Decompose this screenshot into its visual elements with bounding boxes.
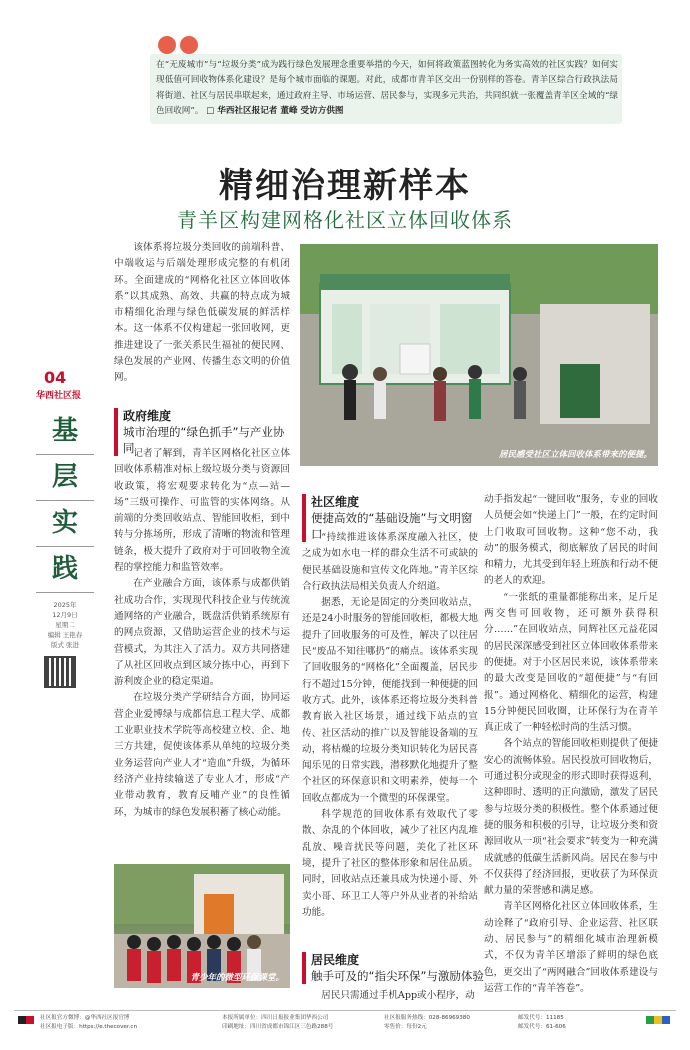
footer-col-2 [222, 1014, 372, 1032]
color-registration-mark [646, 1016, 654, 1024]
lead-paragraph: 该体系将垃圾分类回收的前端科普、中端收运与后端处理形成完整的有机闭环。全面建成的“网格化社区立体回收体系”以其成熟、高效、共赢的特点成为城市精细化治理与绿色低碳发展的鲜活样本。这一体系不仅构建起一张回收网，更推进建设了一张关系民生福祉的便民网、绿色发展的产业网、传播生态文明的价值网。 [114, 242, 290, 384]
section-char: 层 [36, 454, 94, 501]
footer-col-4 [518, 1014, 618, 1032]
color-registration-mark [654, 1016, 662, 1024]
section-title-main: 政府维度 [123, 409, 172, 423]
designer: 版式 张进 [50, 641, 80, 649]
section-title-sub: 便捷高效的“基础设施”与文明窗口 [311, 511, 473, 541]
footer-postal-code-2: 邮发代号：61-606 [518, 1024, 566, 1030]
recycling-station-illustration [300, 244, 658, 466]
section-title-main: 社区维度 [311, 495, 360, 509]
date-meta [36, 600, 94, 650]
footer-divider [14, 1010, 676, 1011]
paper-name: 华西社区报 [36, 391, 82, 401]
headline: 精细治理新样本 [219, 166, 471, 206]
intro-paragraph: 在“无废城市”与“垃圾分类”成为践行绿色发展理念重要举措的今天，如何将政策蓝图转化为务实高效的社区实践？如何实现低值可回收物体系化建设？是每个城市面临的课题。对此，成都市青羊区交出一份别样的答卷。青羊区综合行政执法局将街道、社区与居民串联起来，通过政府主导、市场运营、居民参与，实现多元共治，共同织就一张覆盖青羊区全域的“绿色回收网”。 [156, 60, 618, 117]
footer-col-1 [40, 1014, 190, 1032]
resident-body-start: 居民只需通过手机App或小程序，动 [321, 990, 475, 1001]
footer-hotline: 社区报服务热线：028-86969380 [384, 1015, 470, 1021]
section-char: 实 [36, 500, 94, 547]
photo-caption: 青少年的微型环保课堂。 [190, 973, 284, 983]
subheadline: 青羊区构建网格化社区立体回收体系 [177, 208, 513, 232]
government-body: 记者了解到，青羊区网格化社区立体回收体系精准对标上级垃圾分类与资源回收政策，将宏观要求转化为“点—站—场”三级可操作、可监管的实体网络。从前端的分类回收站点、智能回收柜，到中转与分拣场所，形成了清晰的物流和管理链条，极大提升了政府对于可回收物全流程的掌控能力和监管效率。 在产业融合方面，该体系与成都供销社成功合作，实现现代科技企业与传统流通网络的产业融合，既盘活供销系统原有的网点资源，又借助运营企业的技术与运营模式，为其注入了活力。双方共同搭建了从社区回收点到区域分拣中心，再到下游利废企业的稳定渠道。 在垃圾分类产学研结合方面，协同运营企业爱博绿与成都信息工程大学、成都工业职业技术学院等高校建立校、企、地三方共建，促使该体系从单纯的垃圾分类业务运营向产业人才“造血”升级，为循环经济产业持续输送了专业人才，形成“产业带动教育，教育反哺产业”的良性循环，为城市的绿色发展积蓄了核心动能。 [114, 448, 290, 818]
community-body: “持续推进该体系深度融入社区，使之成为如水电一样的群众生活不可或缺的便民基础设施和宣传文化阵地。”青羊区综合行政执法局相关负责人介绍道。 据悉，无论是固定的分类回收站点，还是24小时服务的智能回收柜，都极大地提升了回收服务的可及性，解决了以往居民“废品不知往哪扔”的痛点。该体系实现了回收服务的“网格化”全面覆盖，居民步行不超过15分钟，便能找到一种便捷的回收方式。此外，该体系还将垃圾分类科普教育嵌入社区场景，通过线下站点的宣传、社区活动的推广以及智能设备端的互动，将枯燥的垃圾分类知识转化为居民喜闻乐见的日常实践，潜移默化地提升了整个社区的环保意识和文明素养，使每一个回收点都成为一个微型的环保课堂。 科学规范的回收体系有效取代了零散、杂乱的个体回收，减少了社区内乱堆乱放、噪音扰民等问题，美化了社区环境，提升了社区的整体形象和居住品质。同时，回收站点还兼具成为快递小哥、外卖小哥、环卫工人等户外从业者的补给站功能。 [302, 532, 478, 918]
quote-mark-icon [158, 36, 176, 54]
section-title-sub: 城市治理的“绿色抓手”与产业协同 [123, 425, 285, 455]
photo-caption: 居民感受社区立体回收体系带来的便捷。 [498, 450, 652, 460]
footer-print-address: 印刷地址：四川省成都市锦江区三色路288号 [222, 1024, 334, 1030]
students-illustration [114, 864, 290, 988]
section-char: 基 [36, 408, 94, 455]
date-day: 12月9日 [52, 611, 78, 619]
intro-text [156, 58, 618, 120]
footer-epaper-link[interactable]: 社区报电子版：https://e.thecover.cn [40, 1024, 138, 1030]
quote-mark-icon [180, 36, 198, 54]
editor: 编辑 王艳春 [47, 631, 83, 639]
color-registration-mark [26, 1016, 34, 1024]
footer-col-3 [384, 1014, 504, 1032]
students-photo [114, 864, 290, 988]
color-registration-mark [18, 1016, 26, 1024]
intro-credit: □ 华西社区报记者 董峰 受访方供图 [206, 106, 344, 117]
recycling-station-photo [300, 244, 658, 466]
section-title-resident [302, 952, 487, 984]
footer-weibo: 社区报官方微博：@华西社区报官博 [40, 1015, 130, 1021]
date-year: 2025年 [53, 601, 77, 609]
qr-code-icon[interactable] [44, 656, 76, 688]
weekday: 星期二 [55, 621, 75, 629]
footer-postal-code: 邮发代号：11185 [518, 1015, 564, 1021]
resident-body: 动手指发起“一键回收”服务，专业的回收人员便会如“快递上门”一般，在约定时间上门收取可回收物。这种“您不动，我动”的服务模式，彻底解放了居民的时间和精力，尤其受到年轻上班族和行动不便的老人的欢迎。 “一张纸的重量都能称出来，足斤足两交售可回收物，还可额外获得积分……”在回收站点，同辉社区元益花园的居民深深感受到社区立体回收体系带来的便捷。对于小区居民来说，该体系带来的最大改变是回收的“超便捷”与“有回报”。通过网格化、精细化的运营，构建15分钟便民回收圈，让环保行为在青羊真正成了一种轻松时尚的生活习惯。 各个站点的智能回收柜则提供了便捷安心的流畅体验。居民投放可回收物后，可通过积分或现金的形式即时获得返利，这种即时、透明的正向激励，激发了居民参与垃圾分类的积极性。整个体系通过便捷的服务和积极的引导，让垃圾分类和资源回收从一项“社会要求”转变为一种充满成就感的低碳生活新风尚。居民在参与中不仅获得了经济回报，更收获了为环保贡献力量的荣誉感和满足感。 青羊区网格化社区立体回收体系，生动诠释了“政府引导、企业运营、社区联动、居民参与”的精细化城市治理新模式，不仅为青羊区增添了鲜明的绿色底色，更交出了“两网融合”回收体系建设与运营工作的“青羊答卷”。 [484, 494, 658, 994]
color-registration-mark [662, 1016, 670, 1024]
footer-publisher: 本报所属单位：四川日报报业集团华西公司 [222, 1015, 329, 1021]
section-title-sub: 触手可及的“指尖环保”与激励体验 [311, 969, 484, 983]
section-title-main: 居民维度 [311, 953, 360, 967]
footer-price: 零售价：每份2元 [384, 1024, 427, 1030]
page-number: 04 [44, 368, 67, 387]
section-char: 践 [36, 546, 94, 593]
